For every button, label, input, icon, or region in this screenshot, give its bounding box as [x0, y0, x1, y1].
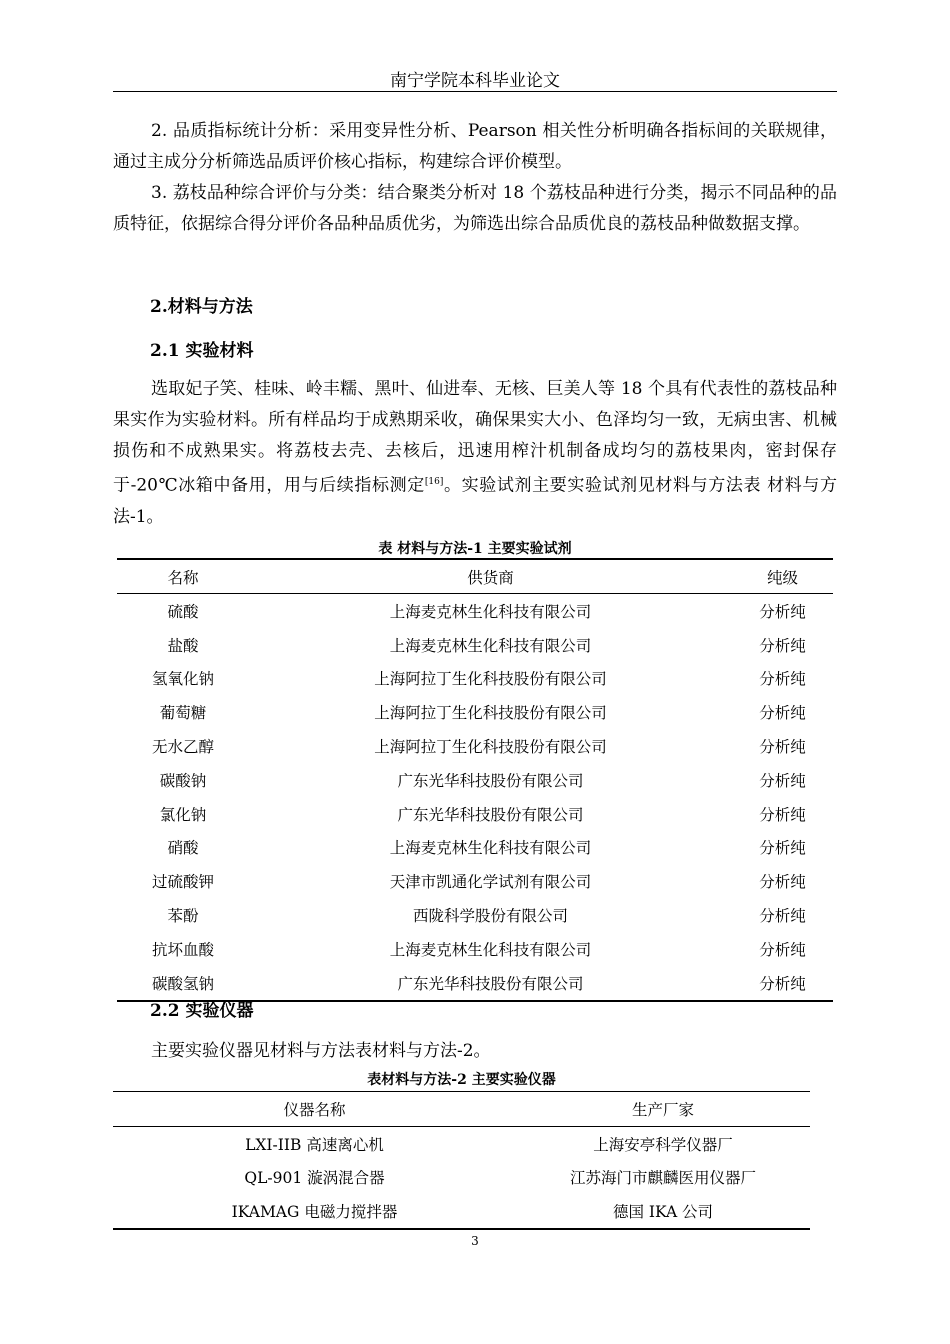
table-row: [117, 729, 833, 763]
column-header-name: 名称: [117, 559, 249, 594]
cell-grade: 分析纯: [759, 940, 806, 959]
table1-caption: 表 材料与方法-1 主要实验试剂: [378, 541, 572, 557]
cell-reagent-name: 氯化钠: [159, 805, 207, 824]
cell-supplier: 广东光华科技股份有限公司: [397, 805, 584, 824]
cell-manufacturer: 江苏海门市麒麟医用仪器厂: [569, 1169, 756, 1188]
table-row: [113, 1194, 810, 1229]
cell-supplier: 广东光华科技股份有限公司: [397, 771, 584, 790]
cell-supplier: 上海阿拉丁生化科技股份有限公司: [374, 704, 607, 723]
cell-supplier: 上海麦克林生化科技有限公司: [389, 839, 592, 858]
table-header-row: [117, 559, 833, 594]
cell-supplier: 上海阿拉丁生化科技股份有限公司: [374, 738, 607, 757]
table-header-row: [113, 1092, 810, 1127]
column-header-grade: 纯级: [732, 559, 833, 594]
cell-reagent-name: 碳酸氢钠: [151, 974, 214, 993]
table-row: [117, 831, 833, 865]
column-header-supplier: 供货商: [249, 559, 732, 594]
cell-grade: 分析纯: [759, 704, 806, 723]
table-row: [117, 628, 833, 662]
cell-supplier: 上海麦克林生化科技有限公司: [389, 636, 592, 655]
table-row: [117, 695, 833, 729]
section-heading-instruments: 2.2 实验仪器: [150, 1001, 254, 1021]
cell-reagent-name: 无水乙醇: [151, 738, 214, 757]
paragraph-variety-evaluation: 3. 荔枝品种综合评价与分类：结合聚类分析对 18 个荔枝品种进行分类，揭示不同品种的品质特征，依据综合得分评价各品种品质优劣，为筛选出综合品质优良的荔枝品种做数据支撑。: [113, 183, 837, 234]
cell-grade: 分析纯: [759, 974, 806, 993]
cell-supplier: 西陇科学股份有限公司: [412, 907, 568, 926]
cell-grade: 分析纯: [759, 839, 806, 858]
page-header: 南宁学院本科毕业论文: [113, 66, 837, 92]
paragraph-materials: [113, 374, 837, 533]
table-row: [113, 1127, 810, 1161]
cell-reagent-name: 碳酸钠: [159, 771, 207, 790]
cell-reagent-name: 硫酸: [167, 602, 199, 621]
cell-manufacturer: 德国 IKA 公司: [612, 1202, 714, 1221]
cell-reagent-name: 氢氧化钠: [151, 670, 214, 689]
table-row: [113, 1161, 810, 1195]
cell-instrument-name: QL-901 漩涡混合器: [244, 1169, 385, 1188]
cell-instrument-name: IKAMAG 电磁力搅拌器: [231, 1202, 398, 1221]
cell-reagent-name: 过硫酸钾: [151, 873, 214, 892]
citation-ref: [16]: [424, 477, 444, 487]
instruments-table: [113, 1091, 810, 1230]
cell-reagent-name: 苯酚: [167, 907, 199, 926]
cell-instrument-name: LXI-IIB 高速离心机: [245, 1135, 384, 1154]
cell-grade: 分析纯: [759, 805, 806, 824]
cell-grade: 分析纯: [759, 636, 806, 655]
section-heading-materials-methods: 2.材料与方法: [150, 297, 253, 317]
cell-grade: 分析纯: [759, 907, 806, 926]
table-row: [117, 763, 833, 797]
cell-supplier: 上海麦克林生化科技有限公司: [389, 940, 592, 959]
cell-reagent-name: 葡萄糖: [159, 704, 207, 723]
table-row: [117, 662, 833, 696]
cell-reagent-name: 硝酸: [167, 839, 199, 858]
cell-grade: 分析纯: [759, 873, 806, 892]
table-row: [117, 898, 833, 932]
table-row: [117, 594, 833, 628]
table-row: [117, 797, 833, 831]
cell-manufacturer: 上海安亭科学仪器厂: [593, 1135, 733, 1154]
table-row: [117, 864, 833, 898]
paragraph-materials-tail: 。实验试剂主要实验试剂见材料与方法表 材料与方法-1。: [113, 475, 837, 527]
paragraph-instruments: 主要实验仪器见材料与方法表材料与方法-2。: [151, 1041, 491, 1061]
cell-grade: 分析纯: [759, 670, 806, 689]
cell-supplier: 广东光华科技股份有限公司: [397, 974, 584, 993]
cell-reagent-name: 盐酸: [167, 636, 199, 655]
column-header-manufacturer: 生产厂家: [516, 1092, 810, 1127]
cell-reagent-name: 抗坏血酸: [151, 940, 214, 959]
paragraph-materials-text: 选取妃子笑、桂味、岭丰糯、黑叶、仙进奉、无核、巨美人等 18 个具有代表性的荔枝品种果实作为实验材料。所有样品均于成熟期采收，确保果实大小、色泽均匀一致，无病虫害、机械损伤和不成熟果实。将荔枝去壳、去核后，迅速用榨汁机制备成均匀的荔枝果肉，密封保存于-20℃冰箱中备用，用与后续指标测定: [113, 379, 837, 496]
section-heading-experimental-materials: 2.1 实验材料: [150, 341, 254, 361]
page-number: 3: [471, 1234, 479, 1248]
cell-grade: 分析纯: [759, 771, 806, 790]
reagents-table: [117, 558, 833, 1002]
column-header-instrument: 仪器名称: [113, 1092, 516, 1127]
table-row: [117, 932, 833, 966]
table2-caption: 表材料与方法-2 主要实验仪器: [367, 1072, 556, 1088]
cell-grade: 分析纯: [759, 738, 806, 757]
cell-supplier: 天津市凯通化学试剂有限公司: [389, 873, 592, 892]
cell-supplier: 上海麦克林生化科技有限公司: [389, 602, 592, 621]
cell-grade: 分析纯: [759, 602, 806, 621]
paragraph-quality-analysis: 2. 品质指标统计分析：采用变异性分析、Pearson 相关性分析明确各指标间的关联规律，通过主成分分析筛选品质评价核心指标，构建综合评价模型。: [113, 121, 837, 172]
cell-supplier: 上海阿拉丁生化科技股份有限公司: [374, 670, 607, 689]
